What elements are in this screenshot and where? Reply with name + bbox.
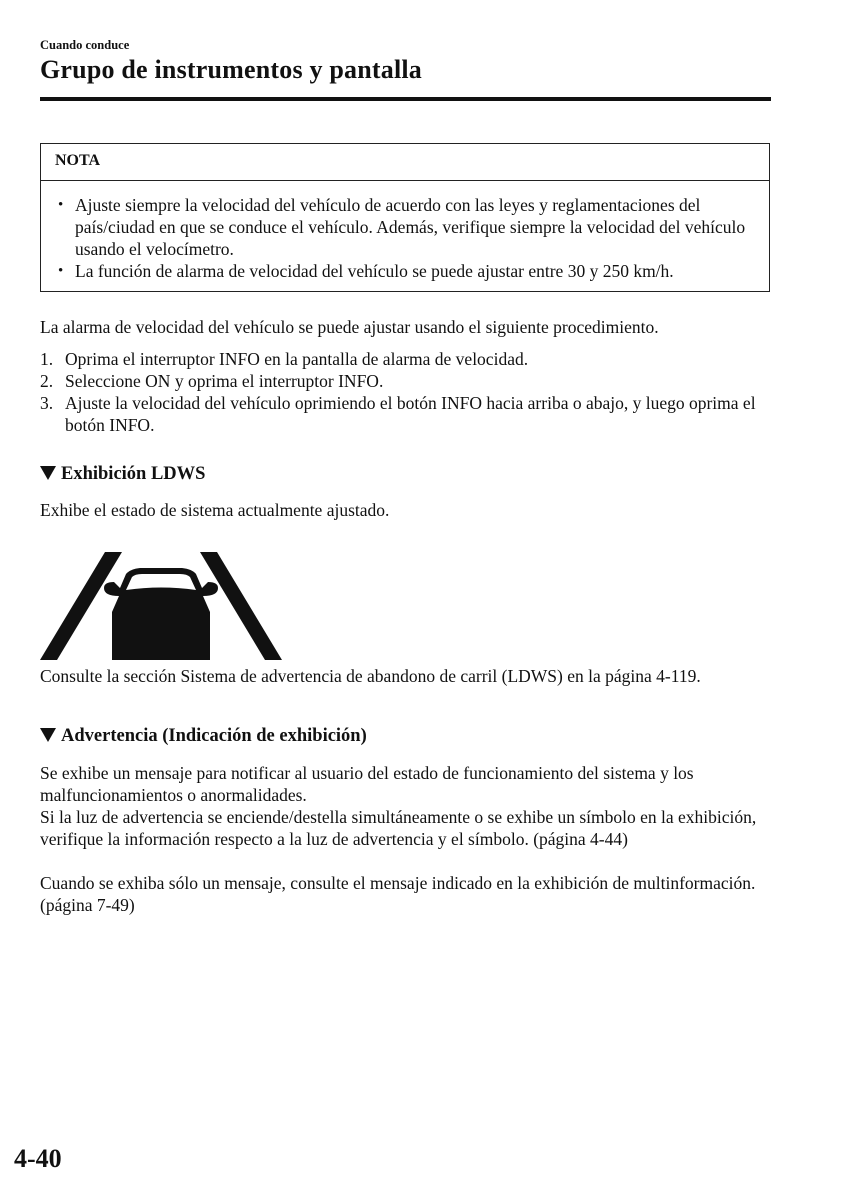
step-item <box>40 370 775 392</box>
note-divider <box>41 180 769 181</box>
note-box <box>40 143 770 292</box>
step-text: Ajuste la velocidad del vehículo oprimiendo el botón INFO hacia arriba o abajo, y luego oprima el botón INFO. <box>65 393 756 435</box>
page-number: 4-40 <box>14 1144 62 1173</box>
warning-heading-text: Advertencia (Indicación de exhibición) <box>61 726 367 746</box>
ldws-heading <box>40 464 205 485</box>
triangle-down-icon <box>40 466 56 480</box>
note-item: • Ajuste siempre la velocidad del vehículo de acuerdo con las leyes y reglamentaciones del país/ciudad en que se conduce el vehículo. Además, verifique siempre la velocidad del vehículo usando el velocímetro. <box>55 194 759 260</box>
header-rule <box>40 97 771 101</box>
ldws-heading-text: Exhibición LDWS <box>61 464 206 484</box>
step-text: Oprima el interruptor INFO en la pantalla de alarma de velocidad. <box>65 349 529 369</box>
warning-paragraph: Cuando se exhiba sólo un mensaje, consulte el mensaje indicado en la exhibición de multinformación. (página 7-49) <box>40 873 756 915</box>
warning-heading <box>40 726 367 747</box>
step-item <box>40 348 775 370</box>
steps-list <box>40 348 775 436</box>
section-kicker: Cuando conduce <box>40 38 130 52</box>
step-text: Seleccione ON y oprima el interruptor INFO. <box>65 371 384 391</box>
page-title: Grupo de instrumentos y pantalla <box>40 55 423 84</box>
step-number: 2. <box>40 371 54 391</box>
warning-paragraph: Se exhibe un mensaje para notificar al usuario del estado de funcionamiento del sistema y los malfuncionamientos o anormalidades. <box>40 763 694 805</box>
step-item <box>40 392 775 436</box>
note-item: • La función de alarma de velocidad del vehículo se puede ajustar entre 30 y 250 km/h. <box>55 260 759 282</box>
note-title: NOTA <box>55 152 101 169</box>
triangle-down-icon <box>40 728 56 742</box>
ldws-description: Exhibe el estado de sistema actualmente ajustado. <box>40 500 390 520</box>
ldws-reference: Consulte la sección Sistema de advertencia de abandono de carril (LDWS) en la página 4-119. <box>40 666 701 686</box>
step-number: 1. <box>40 349 54 369</box>
intro-paragraph: La alarma de velocidad del vehículo se puede ajustar usando el siguiente procedimiento. <box>40 317 659 337</box>
ldws-lane-car-icon <box>40 552 282 660</box>
warning-paragraph: Si la luz de advertencia se enciende/destella simultáneamente o se exhibe un símbolo en la exhibición, verifique la información respecto a la luz de advertencia y el símbolo. (página 4-44) <box>40 807 757 849</box>
step-number: 3. <box>40 393 54 413</box>
note-list <box>55 194 759 282</box>
